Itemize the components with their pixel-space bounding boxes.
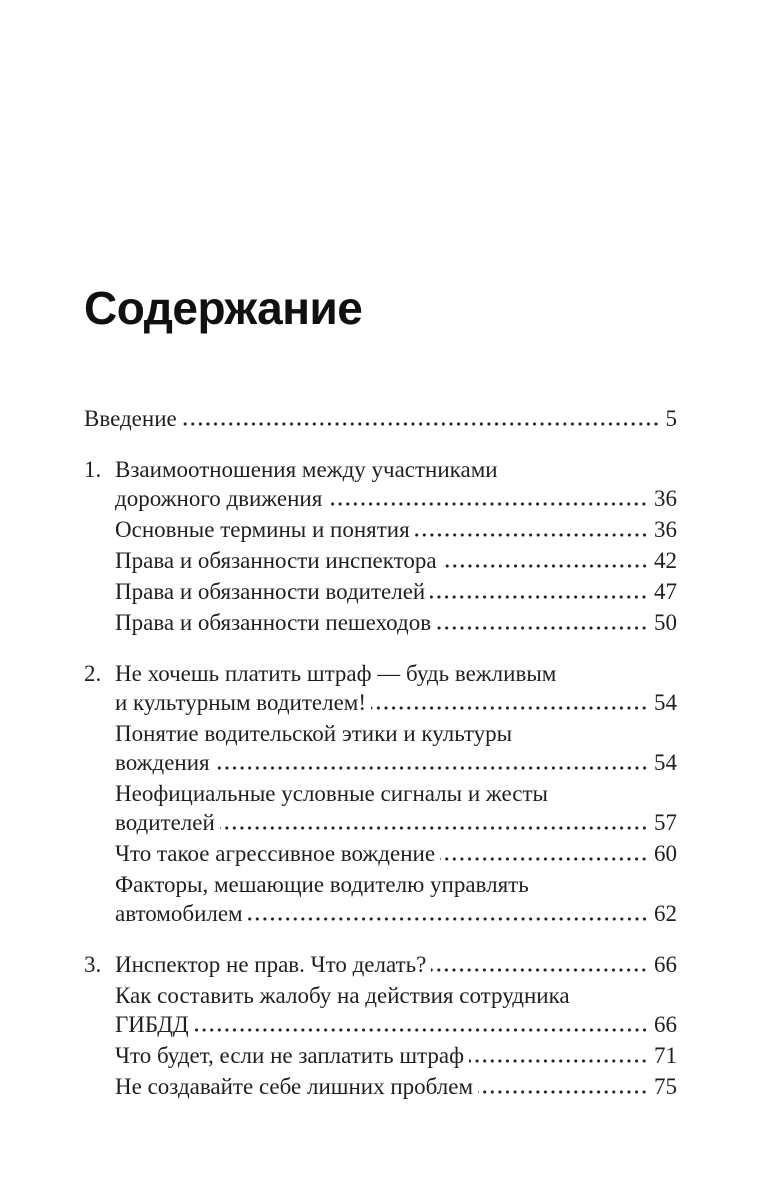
toc-entry <box>84 1072 677 1101</box>
toc-entry-text: Введение <box>84 406 177 431</box>
dot-leader <box>431 968 648 972</box>
dot-leader <box>220 826 648 830</box>
toc-entry <box>84 515 677 544</box>
toc-entry-text: Понятие водительской этики и культуры <box>115 721 513 746</box>
toc-entry <box>84 577 677 606</box>
dot-leader <box>327 502 648 506</box>
toc-entry-line <box>84 748 677 777</box>
toc-entry <box>84 404 677 433</box>
toc-entry-text: Факторы, мешающие водителю управлять <box>115 872 529 897</box>
page-number: 36 <box>654 517 677 542</box>
page-title: Содержание <box>84 282 363 334</box>
toc-entry-text: Права и обязанности водителей <box>115 579 426 604</box>
toc-entry <box>84 719 677 777</box>
dot-leader <box>440 857 648 861</box>
dot-leader <box>436 626 648 630</box>
dot-leader <box>415 533 648 537</box>
toc-entry-text: и культурным водителем! <box>115 690 367 715</box>
toc-entry-line <box>84 484 677 513</box>
toc-entry-text: ГИБДД <box>115 1012 189 1037</box>
page-number: 60 <box>654 841 677 866</box>
toc-entry <box>84 1041 677 1070</box>
toc-entry-line <box>84 688 677 717</box>
toc-entry <box>84 659 677 717</box>
toc-entry-text: Права и обязанности инспектора <box>115 548 437 573</box>
toc-entry-text: Что будет, если не заплатить штраф <box>115 1043 465 1068</box>
page-number: 5 <box>665 406 677 431</box>
toc-entry-line <box>84 608 677 637</box>
page-number: 54 <box>654 690 677 715</box>
toc-entry-text: Не хочешь платить штраф — будь вежливым <box>115 661 557 686</box>
page-number: 47 <box>654 579 677 604</box>
toc-entry-text: Как составить жалобу на действия сотрудника <box>115 983 570 1008</box>
toc-entry <box>84 981 677 1039</box>
page-number: 71 <box>654 1043 677 1068</box>
page-number: 75 <box>654 1074 677 1099</box>
chapter-number: 3. <box>84 952 102 977</box>
page-number: 36 <box>654 486 677 511</box>
toc-entry-text: Не создавайте себе лишних проблем <box>115 1074 474 1099</box>
chapter-number: 2. <box>84 661 102 686</box>
page-number: 42 <box>654 548 677 573</box>
chapter-number: 1. <box>84 457 102 482</box>
toc-entry-text: водителей <box>115 810 215 835</box>
toc-entry-line <box>84 577 677 606</box>
toc-entry-line <box>84 1010 677 1039</box>
page-number: 66 <box>654 952 677 977</box>
dot-leader <box>469 1059 648 1063</box>
toc-entry-line <box>84 779 677 808</box>
dot-leader <box>371 706 648 710</box>
toc-entry-line <box>84 950 677 979</box>
toc-entry-line <box>84 1072 677 1101</box>
page-number: 62 <box>654 901 677 926</box>
toc-entry-line <box>84 515 677 544</box>
toc-entry-line <box>84 899 677 928</box>
toc-entry-text: дорожного движения <box>115 486 323 511</box>
toc-entry <box>84 839 677 868</box>
table-of-contents <box>84 404 677 1101</box>
toc-entry-line <box>84 546 677 575</box>
toc-entry-text: автомобилем <box>115 901 243 926</box>
toc-entry-line <box>84 1041 677 1070</box>
toc-entry-line <box>84 719 677 748</box>
toc-entry-line <box>84 870 677 899</box>
toc-entry-line <box>84 404 677 433</box>
toc-entry <box>84 546 677 575</box>
toc-entry-line <box>84 981 677 1010</box>
toc-entry-line <box>84 455 677 484</box>
toc-entry-text: вождения <box>115 750 210 775</box>
toc-entry-text: Основные термины и понятия <box>115 517 410 542</box>
dot-leader <box>248 917 648 921</box>
toc-entry-text: Что такое агрессивное вождение <box>115 841 436 866</box>
page-number: 54 <box>654 750 677 775</box>
dot-leader <box>478 1090 648 1094</box>
dot-leader <box>215 766 648 770</box>
toc-entry-text: Неофициальные условные сигналы и жесты <box>115 781 549 806</box>
dot-leader <box>442 564 648 568</box>
toc-entry-line <box>84 839 677 868</box>
toc-entry-line <box>84 659 677 688</box>
dot-leader <box>182 422 660 426</box>
toc-entry <box>84 870 677 928</box>
toc-entry <box>84 779 677 837</box>
toc-entry-text: Инспектор не прав. Что делать? <box>115 952 427 977</box>
toc-entry <box>84 455 677 513</box>
page-number: 50 <box>654 610 677 635</box>
toc-entry <box>84 608 677 637</box>
dot-leader <box>430 595 648 599</box>
toc-entry-text: Права и обязанности пешеходов <box>115 610 432 635</box>
dot-leader <box>194 1028 648 1032</box>
page-number: 57 <box>654 810 677 835</box>
toc-entry-text: Взаимоотношения между участниками <box>115 457 498 482</box>
toc-entry-line <box>84 808 677 837</box>
page-number: 66 <box>654 1012 677 1037</box>
toc-entry <box>84 950 677 979</box>
